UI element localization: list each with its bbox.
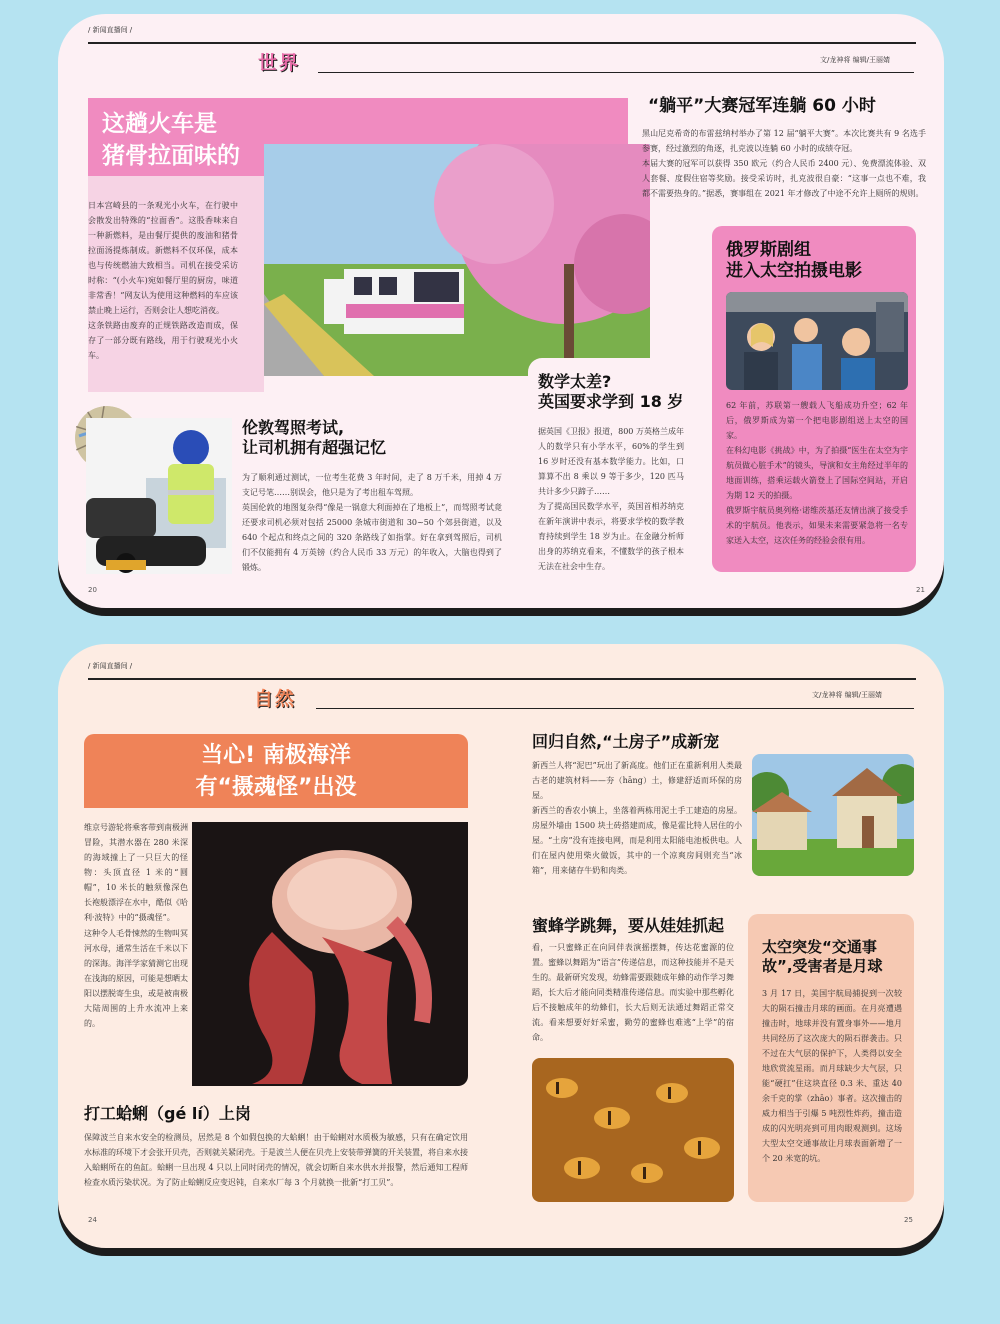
top-rule	[88, 678, 916, 680]
earth-title: 回归自然,“土房子”成新宠	[532, 732, 720, 751]
moon-text: 3 月 17 日，美国宇航局捕捉到一次较大的陨石撞击月球的画面。在月亮遭遇撞击时，地球并没有置身事外——地月共同经历了这次庞大的陨石群袭击。只不过在大气层的保护下，人类得以安全地欣赏流星雨。而月球缺少大气层，只能“硬扛”住这块直径 0.3 米、重达 40 余千克的掌（zhāo）事者。这次撞击的威力相当于引爆 5 吨烈性炸药，撞击造成的闪光明亮到可用肉眼观测到。这场大型太空交通事故让月球表面新增了一个 20 米宽的坑。	[762, 989, 902, 1163]
train-text: 日本宫崎县的一条观光小火车，在行驶中会散发出特殊的“拉面香”。这股香味来自一种新燃料，是由餐厅提供的废油和猪骨拉面汤提炼制成。新燃料不仅环保，成本也与传统燃油大致相当。司机在接受采访时称：“(小火车)宛如餐厅里的厨房，味道非常香！”网友认为使用这种燃料的车应该禁止晚上运行，否则会让人想吃消夜。 这条铁路由废弃的正规铁路改造而成，保存了一部分既有路线，用于行驶观光小火车。	[88, 201, 238, 360]
jelly-title: 当心! 南极海洋 有“摄魂怪”出没	[195, 743, 357, 800]
moon-title: 太空突发“交通事 故”,受害者是月球	[762, 938, 883, 975]
russia-title: 俄罗斯剧组 进入太空拍摄电影	[726, 240, 862, 282]
london-text: 为了顺利通过测试，一位考生花费 3 年时间，走了 8 万千米，用掉 4 万支记号笔……别误会，他只是为了考出租车驾照。 英国伦敦的地图复杂得“像是一锅意大利面掉在了地板上”，而驾照考试竟还要求司机必须对包括 25000 条城市街道和 30~50 个郊县街道，以及 640 个起点和终点之间的 320 条路线了如指掌。好在拿到驾照后，司机们不仅能拥有 4 万英镑（约合人民币 33 万元）的年收入，大脑也得到了锻炼。	[242, 473, 502, 572]
bee-text: 看，一只蜜蜂正在向同伴表演摇摆舞，传达花蜜源的位置。蜜蜂以舞蹈为“语言”传递信息，而这种技能并不是天生的。最新研究发现，幼蜂需要跟随成年蜂的动作学习舞蹈，长大后才能向同类精准传递信息。而实验中那些孵化后不接触成年的幼蜂们，长大后则无法通过舞蹈正常交流。看来想要好好采蜜，勤劳的蜜蜂也难逃“上学”的宿命。	[532, 943, 734, 1042]
page-number-left: 24	[88, 1216, 97, 1224]
credit: 文/龙神将 编辑/王丽婧	[820, 56, 890, 64]
russia-text: 62 年前，苏联第一艘载人飞船成功升空；62 年后，俄罗斯成为第一个把电影剧组送上太空的国家。 在科幻电影《挑战》中，为了拍摄“医生在太空为宇航员做心脏手术”的镜头，导演和女主角经过半年的地面训练，搭乘运载火箭登上了国际空间站，开启为期 12 天的拍摄。 俄罗斯宇航员奥列格·诺维茨基还友情出演了接受手术的宇航员。他表示，如果未来需要紧急将一名专家送入太空，这次任务的经验会很有用。	[726, 401, 908, 545]
train-photo	[264, 144, 650, 376]
credit: 文/龙神将 编辑/王丽婧	[812, 691, 882, 699]
page-number-right: 25	[904, 1216, 913, 1224]
math-text: 据英国《卫报》报道，800 万英格兰成年人的数学只有小学水平，60%的学生到 16 岁时还没有基本数学能力。比如，口算算不出 8 乘以 9 等于多少，120 匹马共计多少只蹄子…… 为了提高国民数学水平，英国首相苏纳克在新年演讲中表示，将要求学校的数学教育持续到学生 18 岁为止。在金融分析师出身的苏纳克看来，不懂数学的孩子根本无法在社会中生存。	[538, 427, 684, 571]
bee-photo	[532, 1058, 734, 1202]
title-rule	[316, 708, 914, 709]
top-rule	[88, 42, 916, 44]
earth-text: 新西兰人将“泥巴”玩出了新高度。他们正在重新利用人类最古老的建筑材料——夯（hāng）土，修建舒适而环保的房屋。 新西兰的香农小镇上，坐落着两栋用泥土手工建造的房屋。房屋外墙由 1500 块土砖搭建而成，像是霍比特人居住的小屋。“土房”没有连接电网，而是利用太阳能电池板供电。人们在屋内使用柴火做饭，其中的一个凉爽房间则充当“冰箱”，用来储存牛奶和肉类。	[532, 761, 742, 875]
mussel-text: 保障波兰自来水安全的检测员，居然是 8 个如假包换的大蛤蜊！由于蛤蜊对水质极为敏感，只有在确定饮用水标准的环境下才会张开贝壳，否则就关紧闭壳。于是波兰人便在贝壳上安装带弹簧的开关装置，将自来水接入蛤蜊所在的鱼缸。蛤蜊一旦出现 4 只以上同时闭壳的情况，就会切断自来水供水并报警，然后通知工程师检查水质污染状况。为了防止蛤蜊反应变迟钝，自来水厂每 3 个月就换一批新“打工贝”。	[84, 1133, 468, 1187]
lying-text: 黑山尼克希奇的布雷兹纳村举办了第 12 届“躺平大赛”。本次比赛共有 9 名选手参赛，经过激烈的角逐，扎克波以连躺 60 小时的成绩夺冠。 本届大赛的冠军可以获得 350 欧元（约合人民币 2400 元）、免费漂流体验、双人套餐、度假住宿等奖励。接受采访时，扎克波很自豪：“这事一点也不难，我都不需要热身的。”据悉，赛事组在 2021 年才修改了中途不允许上厕所的规则。	[642, 129, 926, 198]
section-label: / 新闻直播间 /	[88, 662, 133, 670]
bee-title: 蜜蜂学跳舞，要从娃娃抓起	[532, 916, 725, 935]
earth-photo	[752, 754, 914, 876]
section-title: 自然	[254, 688, 297, 710]
jelly-text-bottom: 这种令人毛骨悚然的生物叫冥河水母，通常生活在千米以下的深海。海洋学家猜测它出现在浅海的原因，可能是想晒太阳以摆脱寄生虫，或是被南极大陆周围的上升水流冲上来的。	[84, 929, 188, 1028]
title-rule	[318, 72, 914, 73]
lying-title: “躺平”大赛冠军连躺 60 小时	[648, 96, 876, 116]
russia-photo	[726, 292, 908, 390]
page-number-right: 21	[916, 586, 925, 594]
spread-world	[58, 14, 944, 608]
page-number-left: 20	[88, 586, 97, 594]
mussel-title: 打工蛤蜊（gé lí）上岗	[84, 1104, 251, 1123]
jelly-text-top: 维京号游轮将乘客带到南极洲冒险，其潜水器在 280 米深的海域撞上了一只巨大的怪物：头顶直径 1 米的“圆帽”，10 米长的触须像深色长袍般漂浮在水中，酷似《哈利·波特》中的“摄魂怪”。	[84, 823, 188, 922]
london-photo	[86, 418, 232, 574]
london-title: 伦敦驾照考试, 让司机拥有超强记忆	[242, 418, 387, 457]
spread-nature	[58, 644, 944, 1248]
math-title: 数学太差? 英国要求学到 18 岁	[538, 372, 684, 411]
jelly-photo	[192, 822, 468, 1086]
section-title: 世界	[258, 52, 301, 74]
section-label: / 新闻直播间 /	[88, 26, 133, 34]
train-title: 这趟火车是 猪骨拉面味的	[102, 111, 240, 169]
